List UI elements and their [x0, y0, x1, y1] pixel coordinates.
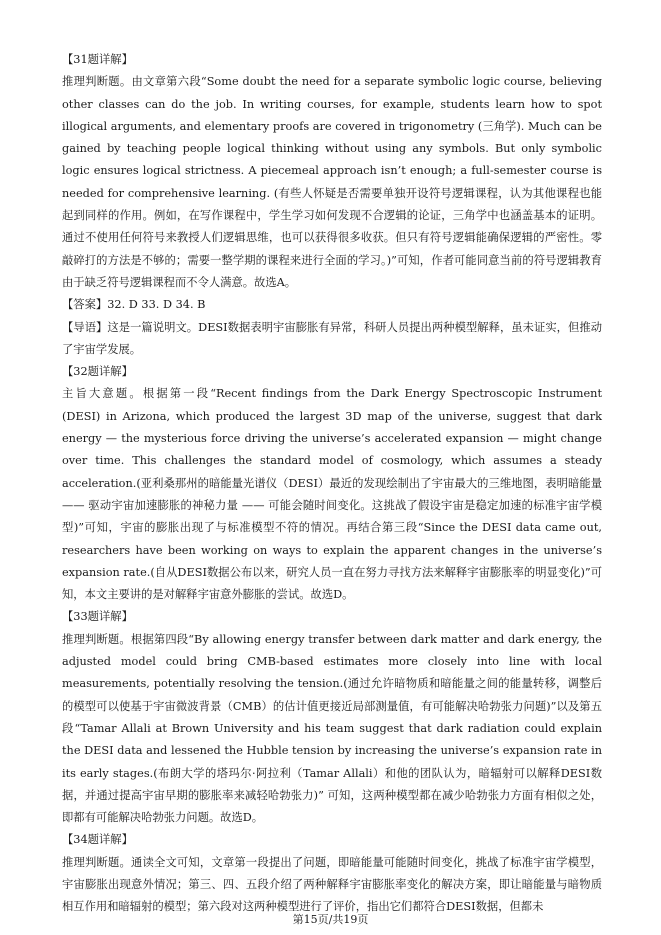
answer-explanations [62, 49, 602, 919]
q32-heading: 【32题详解】 [62, 365, 133, 379]
passage-intro: 【导语】这是一篇说明文。DESI数据表明宇宙膨胀有异常，科研人员提出两种模型解释，虽未证实，但推动了宇宙学发展。 [62, 320, 602, 356]
q31-explanation: 推理判断题。由文章第六段“Some doubt the need for a separate symbolic logic course, believing other classes can do the job. In writing courses, for example, students learn how to spot illogical arguments, and elementary proofs are covered in trigonometry (三角学). Much can be gained by teaching people logical thinking without using any symbols. But only symbolic logic ensures logical strictness. A piecemeal approach isn’t enough; a full-semester course is needed for comprehensive learning. (有些人怀疑是否需要单独开设符号逻辑课程，认为其他课程也能起到同样的作用。例如，在写作课程中，学生学习如何发现不合逻辑的论证，三角学中也涵盖基本的证明。通过不使用任何符号来教授人们逻辑思维，也可以获得很多收获。但只有符号逻辑能确保逻辑的严密性。零敲碎打的方法是不够的；需要一整学期的课程来进行全面的学习。)”可知，作者可能同意当前的符号逻辑教育由于缺乏符号逻辑课程而不令人满意。故选A。 [62, 75, 602, 289]
q33-explanation: 推理判断题。根据第四段“By allowing energy transfer between dark matter and dark energy, the adjusted model could bring CMB-based estimates more closely into line with local measurements, potentially resolving the tension.(通过允许暗物质和暗能量之间的能量转移，调整后的模型可以使基于宇宙微波背景（CMB）的估计值更接近局部测量值，有可能解决哈勃张力问题)”以及第五段“Tamar Allali at Brown University and his team suggest that dark radiation could explain the DESI data and lessened the Hubble tension by increasing the universe’s expansion rate in its early stages.(布朗大学的塔玛尔·阿拉利（Tamar Allali）和他的团队认为，暗辐射可以解释DESI数据，并通过提高宇宙早期的膨胀率来减轻哈勃张力)” 可知，这两种模型都在减少哈勃张力方面有相似之处，即都有可能解决哈勃张力问题。故选D。 [62, 632, 602, 825]
q31-heading: 【31题详解】 [62, 53, 133, 66]
q33-heading: 【33题详解】 [62, 610, 133, 624]
q34-heading: 【34题详解】 [62, 833, 133, 847]
answer-key: 【答案】32. D 33. D 34. B [62, 298, 206, 312]
q34-explanation: 推理判断题。通读全文可知，文章第一段提出了问题，即暗能量可能随时间变化，挑战了标准宇宙学模型，宇宙膨胀出现意外情况；第三、四、五段介绍了两种解释宇宙膨胀率变化的解决方案，即让暗能量与暗物质相互作用和暗辐射的模型；第六段对这两种模型进行了评价，指出它们都符合DESI数据，但都未 [62, 855, 602, 914]
q32-explanation: 主旨大意题。根据第一段“Recent findings from the Dark Energy Spectroscopic Instrument (DESI) in Arizona, which produced the largest 3D map of the universe, suggest that dark energy — the mysterious force driving the universe’s accelerated expansion — might change over time. This challenges the standard model of cosmology, which assumes a steady acceleration.(亚利桑那州的暗能量光谱仪（DESI）最近的发现绘制出了宇宙最大的三维地图，表明暗能量 —— 驱动宇宙加速膨胀的神秘力量 —— 可能会随时间变化。这挑战了假设宇宙是稳定加速的标准宇宙学模型)”可知，宇宙的膨胀出现了与标准模型不符的情况。再结合第三段“Since the DESI data came out, researchers have been working on ways to explain the apparent changes in the universe’s expansion rate.(自从DESI数据公布以来，研究人员一直在努力寻找方法来解释宇宙膨胀率的明显变化)”可知，本文主要讲的是对解释宇宙意外膨胀的尝试。故选D。 [62, 387, 602, 602]
page-number: 第15页/共19页 [292, 913, 369, 926]
